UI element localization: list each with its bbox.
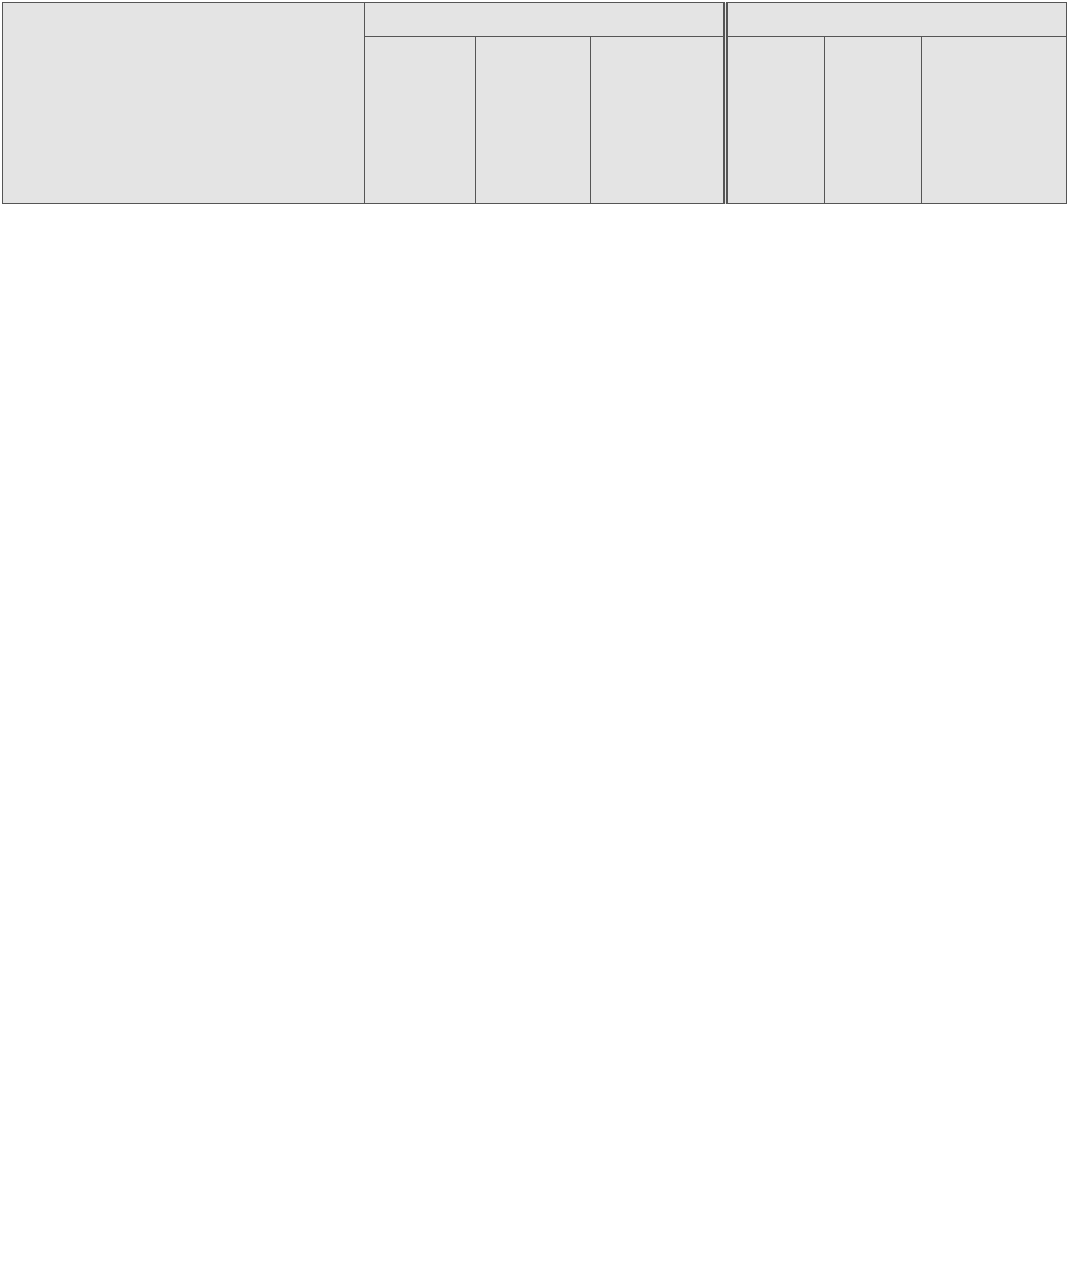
col-header-pfo	[726, 37, 825, 204]
col-header-cases-without-chd	[476, 37, 591, 204]
table-body	[3, 3, 1067, 204]
col-header-pfo-vs-no-pfo	[922, 37, 1067, 204]
group-header-without-chd	[726, 3, 1067, 37]
characteristics-header	[3, 3, 365, 204]
results-table	[2, 2, 1067, 204]
col-header-cases-with-chd	[365, 37, 476, 204]
col-header-no-pfo	[825, 37, 922, 204]
group-header-validated	[365, 3, 726, 37]
header-group-row	[3, 3, 1067, 37]
col-header-chd-yes-vs-no	[591, 37, 726, 204]
